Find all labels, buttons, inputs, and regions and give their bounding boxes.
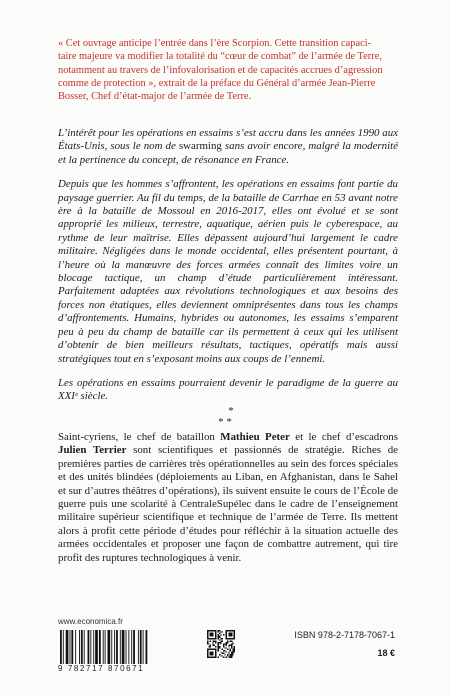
separator-star: * [228, 405, 234, 417]
bio-text: sont scientifiques et passionnés de stratégie. Riches de premières parties de carrières très opérationnelles au sein des forces spéciales et des unités blindées (déploiements au Liban, en Afghanistan, dans le Sahel et sur d’autres théâtres d’opérations), ils suivent ensuite le cours de l’École de guerre puis une scolarité à CentraleSupélec dans le cadre de l’enseignement militaire supérieur scientifique et technique de l’armée de Terre. Ils mettent alors à profit cette période d’études pour réfléchir à la situation actuelle des armées occidentales et proposer une façon de combattre autrement, qui tire profit des ruptures technologiques à venir. [58, 444, 398, 564]
isbn: ISBN 978-2-7178-7067-1 [294, 630, 395, 640]
price: 18 € [377, 648, 395, 658]
summary-paragraph: Les opérations en essaims pourraient devenir le paradigme de la guerre au XXIᵉ siècle. [58, 376, 398, 403]
summary-paragraph [58, 127, 398, 167]
quote-line: taire majeure va modifier la totalité du “cœur de combat” de l’armée de Terre, [58, 51, 382, 63]
bio-text: Saint-cyriens, le chef de bataillon [58, 431, 221, 443]
quote-line: comme de protection », extrait de la préface du Général d’armée Jean-Pierre [58, 77, 376, 89]
barcode [58, 630, 178, 664]
summary-paragraph: Depuis que les hommes s’affrontent, les opérations en essaims font partie du paysage guerrier. Au fil du temps, de la bataille de Carrhae en 53 avant notre ère à la bataille de Mossoul en 2016-2017, elles ont évolué et se sont approprié les milieux, terrestre, aquatique, aérien puis le cyberespace, au rythme de leur maîtrise. Elles dépassent aujourd’hui largement le cadre militaire. Négligées dans le monde occidental, elles présentent pourtant, à l’heure où la manœuvre des forces armées connaît des limites voire un blocage tactique, un champ d’étude particulièrement intéressant. Parfaitement adaptées aux révolutions technologiques et aux besoins des forces non étatiques, elles deviennent omniprésentes dans tous les champs d’affrontements. Humains, hybrides ou autonomes, les essaims s’emparent peu à peu du champ de bataille car ils permettent à ceux qui les utilisent d’obtenir de bien meilleurs résultats, tactiques, opératifs mais aussi stratégiques tout en s’exposant moins aux coups de l’ennemi. [58, 178, 398, 365]
summary-text-part: sans avoir encore, malgré la modernité et la pertinence du concept, de résonance en France. [58, 140, 399, 166]
section-separator [0, 406, 450, 428]
author-name: Mathieu Peter [220, 431, 290, 443]
author-bio [58, 431, 398, 565]
summary-text [58, 127, 398, 415]
preface-quote [58, 37, 398, 103]
author-name: Julien Terrier [58, 444, 127, 457]
summary-text-part: L’intérêt pour les opérations en essaims s’est accru dans les années 1990 aux États-Unis, sous le nom de [58, 127, 398, 153]
separator-stars: * * [218, 416, 232, 428]
quote-line: « Cet ouvrage anticipe l’entrée dans l’ère Scorpion. Cette transition capaci- [58, 38, 372, 49]
quote-line: notamment au travers de l’infovalorisation et de capacités accrues d’agression [58, 64, 383, 76]
barcode-number: 9 782717 870671 [58, 664, 145, 673]
swarming-term: swarming [178, 140, 222, 153]
quote-line: Bosser, Chef d’état-major de l’armée de Terre. [58, 91, 252, 103]
bio-text: et le chef d’escadrons [289, 431, 398, 443]
publisher-url: www.economica.fr [58, 617, 123, 626]
qr-code [207, 630, 235, 658]
